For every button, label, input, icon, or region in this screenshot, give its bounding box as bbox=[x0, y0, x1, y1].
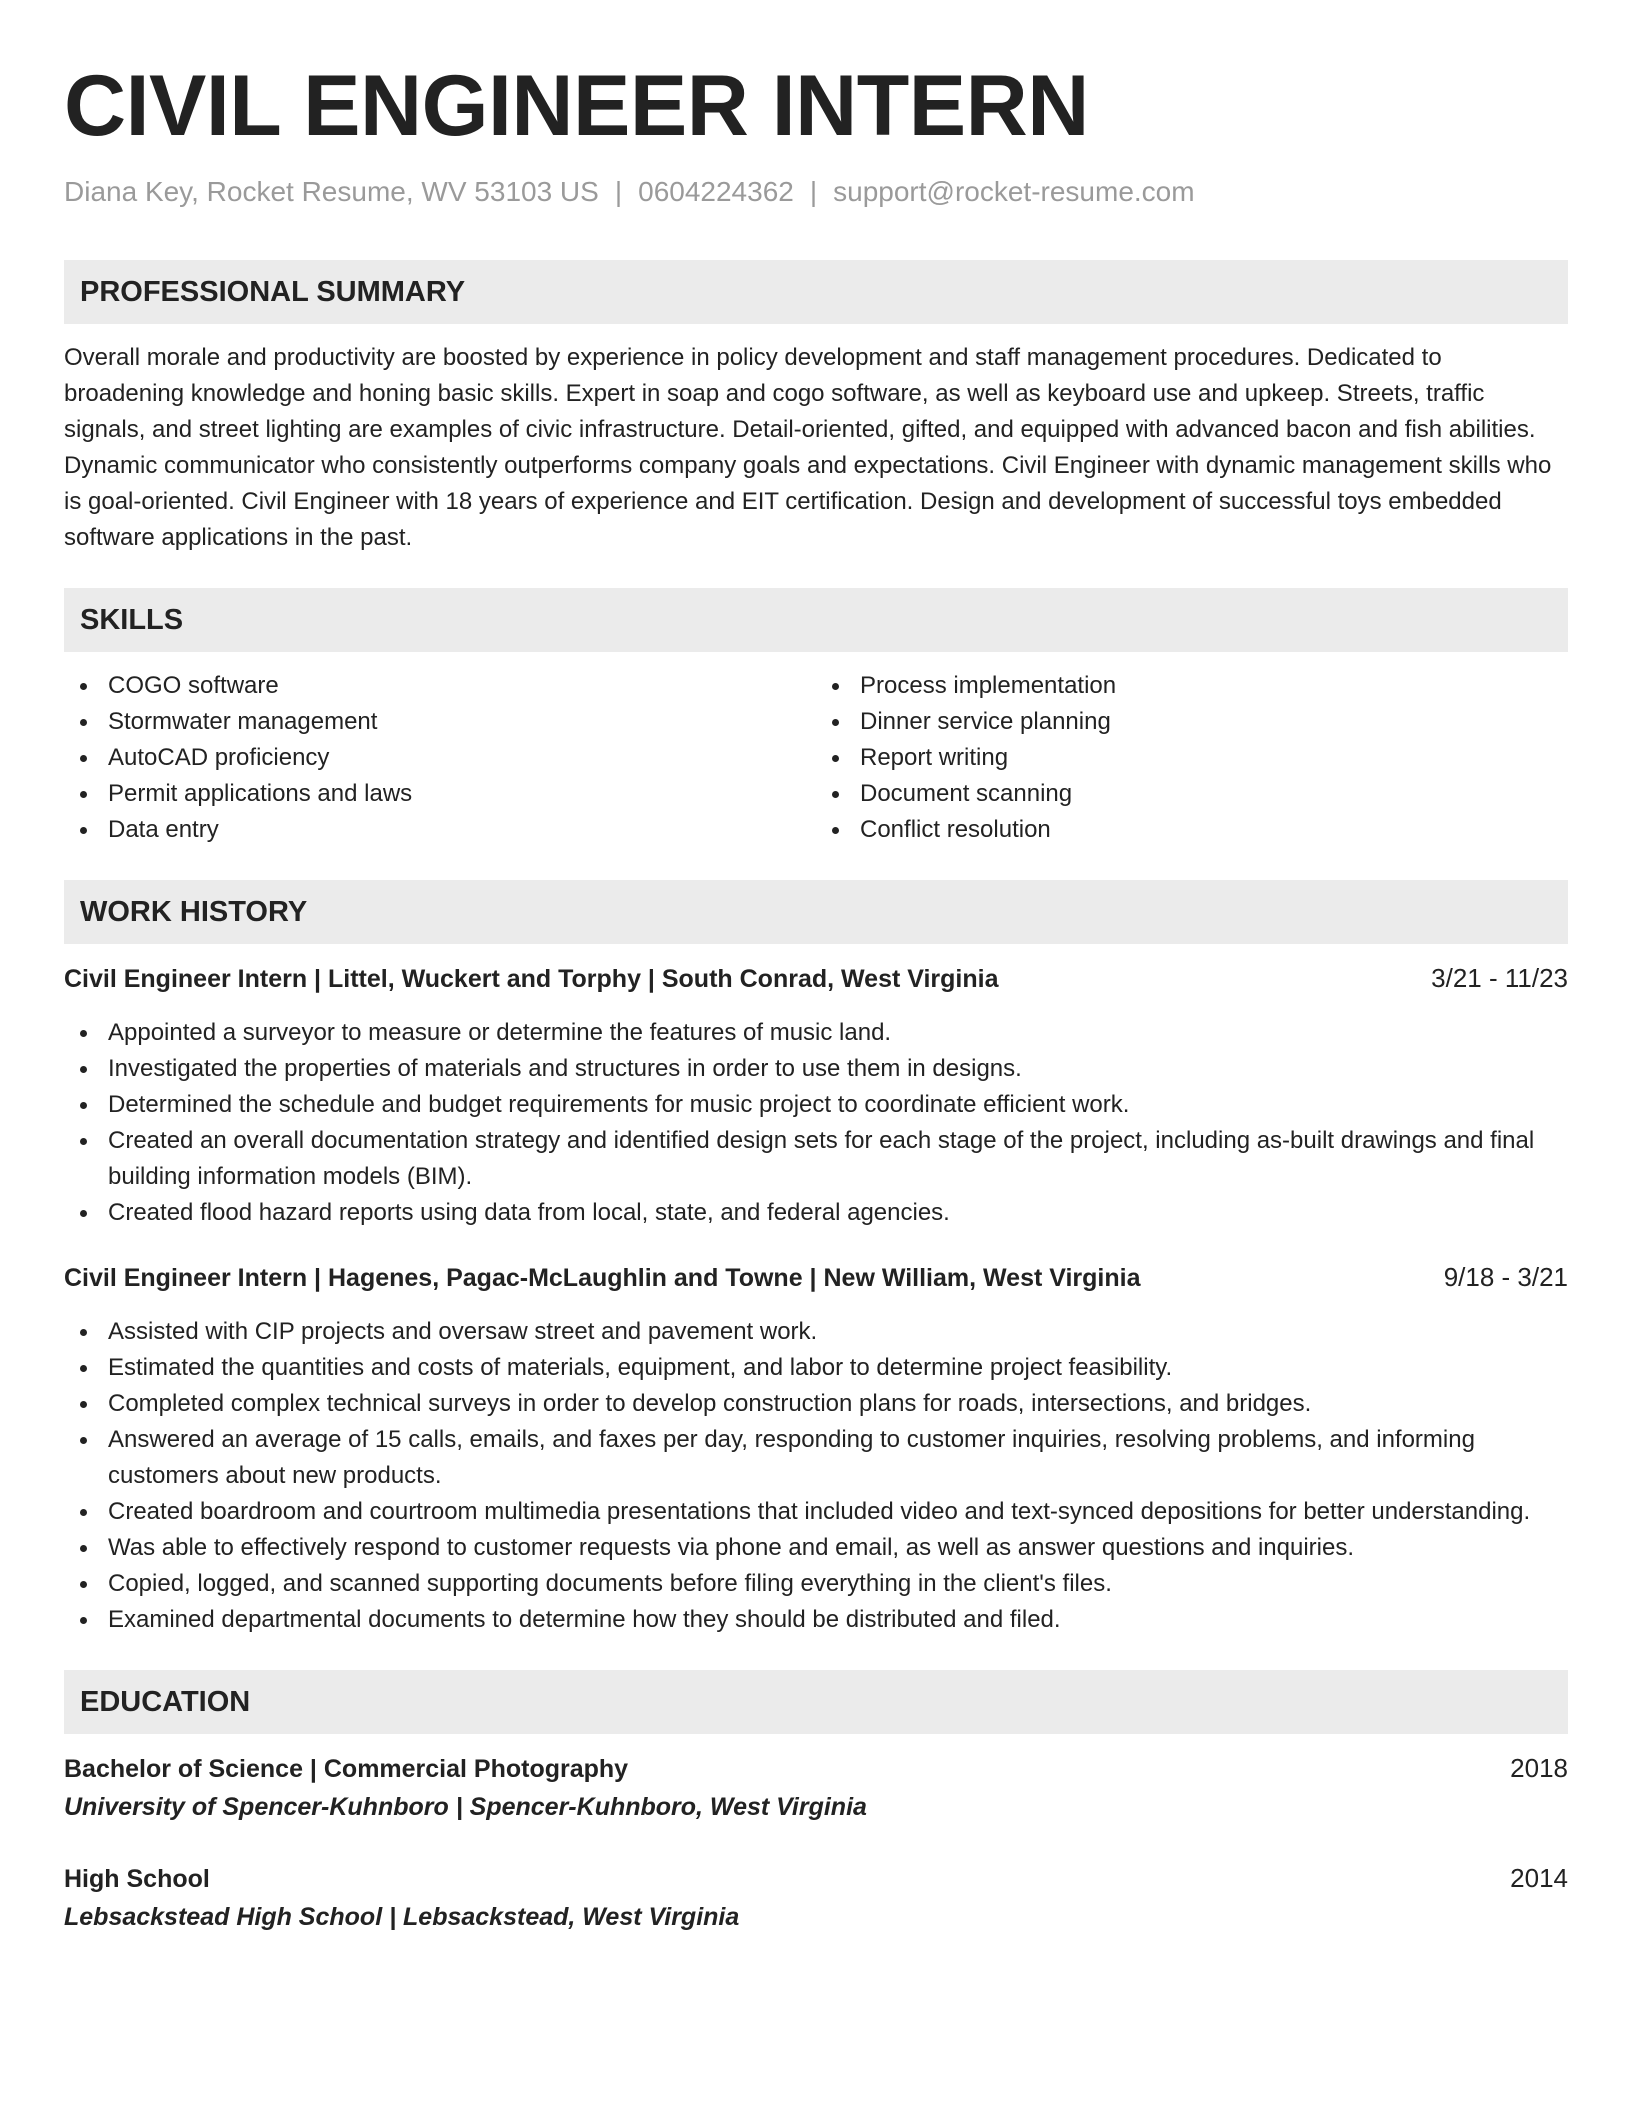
job-title: Civil Engineer Intern | Littel, Wuckert and Torphy | South Conrad, West Virginia bbox=[64, 965, 999, 993]
job-bullet: Estimated the quantities and costs of materials, equipment, and labor to determine project feasibility. bbox=[64, 1350, 1568, 1386]
job-dates: 9/18 - 3/21 bbox=[1443, 1262, 1568, 1292]
skill-item: COGO software bbox=[64, 668, 816, 704]
skills-list bbox=[64, 668, 1568, 848]
education-degree: Bachelor of Science | Commercial Photography bbox=[64, 1755, 629, 1783]
job-bullet: Appointed a surveyor to measure or determine the features of music land. bbox=[64, 1015, 1568, 1051]
job-bullets bbox=[64, 1314, 1568, 1638]
job-bullet: Examined departmental documents to determine how they should be distributed and filed. bbox=[64, 1602, 1568, 1638]
education-heading: EDUCATION bbox=[64, 1670, 1568, 1734]
skill-item: Data entry bbox=[64, 812, 816, 848]
skill-item: Process implementation bbox=[816, 668, 1568, 704]
skill-item: AutoCAD proficiency bbox=[64, 740, 816, 776]
job-bullet: Determined the schedule and budget requirements for music project to coordinate efficient work. bbox=[64, 1087, 1568, 1123]
skills-heading: SKILLS bbox=[64, 588, 1568, 652]
contact-line bbox=[64, 174, 1568, 210]
job-bullet: Copied, logged, and scanned supporting documents before filing everything in the client's files. bbox=[64, 1566, 1568, 1602]
education-year: 2014 bbox=[1510, 1863, 1568, 1893]
job-entry bbox=[64, 960, 1568, 1231]
skills-column-right bbox=[816, 668, 1568, 848]
education-year: 2018 bbox=[1510, 1753, 1568, 1783]
skill-item: Dinner service planning bbox=[816, 704, 1568, 740]
contact-phone: 0604224362 bbox=[638, 176, 794, 207]
education-school: University of Spencer-Kuhnboro | Spencer-Kuhnboro, West Virginia bbox=[64, 1793, 867, 1821]
summary-text: Overall morale and productivity are boosted by experience in policy development and staff management procedures. Dedicated to broadening knowledge and honing basic skills. Expert in soap and cogo software, as well as keyboard use and upkeep. Streets, traffic signals, and street lighting are examples of civic infrastructure. Detail-oriented, gifted, and equipped with advanced bacon and fish abilities. Dynamic communicator who consistently outperforms company goals and expectations. Civil Engineer with dynamic management skills who is goal-oriented. Civil Engineer with 18 years of experience and EIT certification. Design and development of successful toys embedded software applications in the past. bbox=[64, 344, 1552, 551]
contact-separator: | bbox=[614, 176, 623, 207]
job-bullet: Was able to effectively respond to customer requests via phone and email, as well as answer questions and inquiries. bbox=[64, 1530, 1568, 1566]
job-dates: 3/21 - 11/23 bbox=[1431, 963, 1568, 993]
job-bullet: Assisted with CIP projects and oversaw street and pavement work. bbox=[64, 1314, 1568, 1350]
summary-heading: PROFESSIONAL SUMMARY bbox=[64, 260, 1568, 324]
skill-item: Document scanning bbox=[816, 776, 1568, 812]
job-bullet: Created an overall documentation strategy and identified design sets for each stage of the project, including as-built drawings and final building information models (BIM). bbox=[64, 1123, 1568, 1195]
job-entry bbox=[64, 1259, 1568, 1638]
skills-column-left bbox=[64, 668, 816, 848]
resume-title: CIVIL ENGINEER INTERN bbox=[64, 58, 1089, 154]
education-degree: High School bbox=[64, 1865, 210, 1893]
job-bullet: Investigated the properties of materials and structures in order to use them in designs. bbox=[64, 1051, 1568, 1087]
skill-item: Permit applications and laws bbox=[64, 776, 816, 812]
education-entry bbox=[64, 1750, 1568, 1826]
contact-address: Diana Key, Rocket Resume, WV 53103 US bbox=[64, 176, 599, 207]
education-school: Lebsackstead High School | Lebsackstead, West Virginia bbox=[64, 1903, 740, 1931]
skill-item: Stormwater management bbox=[64, 704, 816, 740]
job-bullet: Created flood hazard reports using data from local, state, and federal agencies. bbox=[64, 1195, 1568, 1231]
job-bullet: Completed complex technical surveys in order to develop construction plans for roads, intersections, and bridges. bbox=[64, 1386, 1568, 1422]
job-bullet: Created boardroom and courtroom multimedia presentations that included video and text-synced depositions for better understanding. bbox=[64, 1494, 1568, 1530]
job-title: Civil Engineer Intern | Hagenes, Pagac-McLaughlin and Towne | New William, West Virginia bbox=[64, 1264, 1141, 1292]
job-bullets bbox=[64, 1015, 1568, 1231]
contact-email: support@rocket-resume.com bbox=[833, 176, 1195, 207]
job-bullet: Answered an average of 15 calls, emails, and faxes per day, responding to customer inquiries, resolving problems, and informing customers about new products. bbox=[64, 1422, 1568, 1494]
work-history-heading: WORK HISTORY bbox=[64, 880, 1568, 944]
skill-item: Conflict resolution bbox=[816, 812, 1568, 848]
education-entry bbox=[64, 1860, 1568, 1936]
skill-item: Report writing bbox=[816, 740, 1568, 776]
contact-separator: | bbox=[809, 176, 818, 207]
